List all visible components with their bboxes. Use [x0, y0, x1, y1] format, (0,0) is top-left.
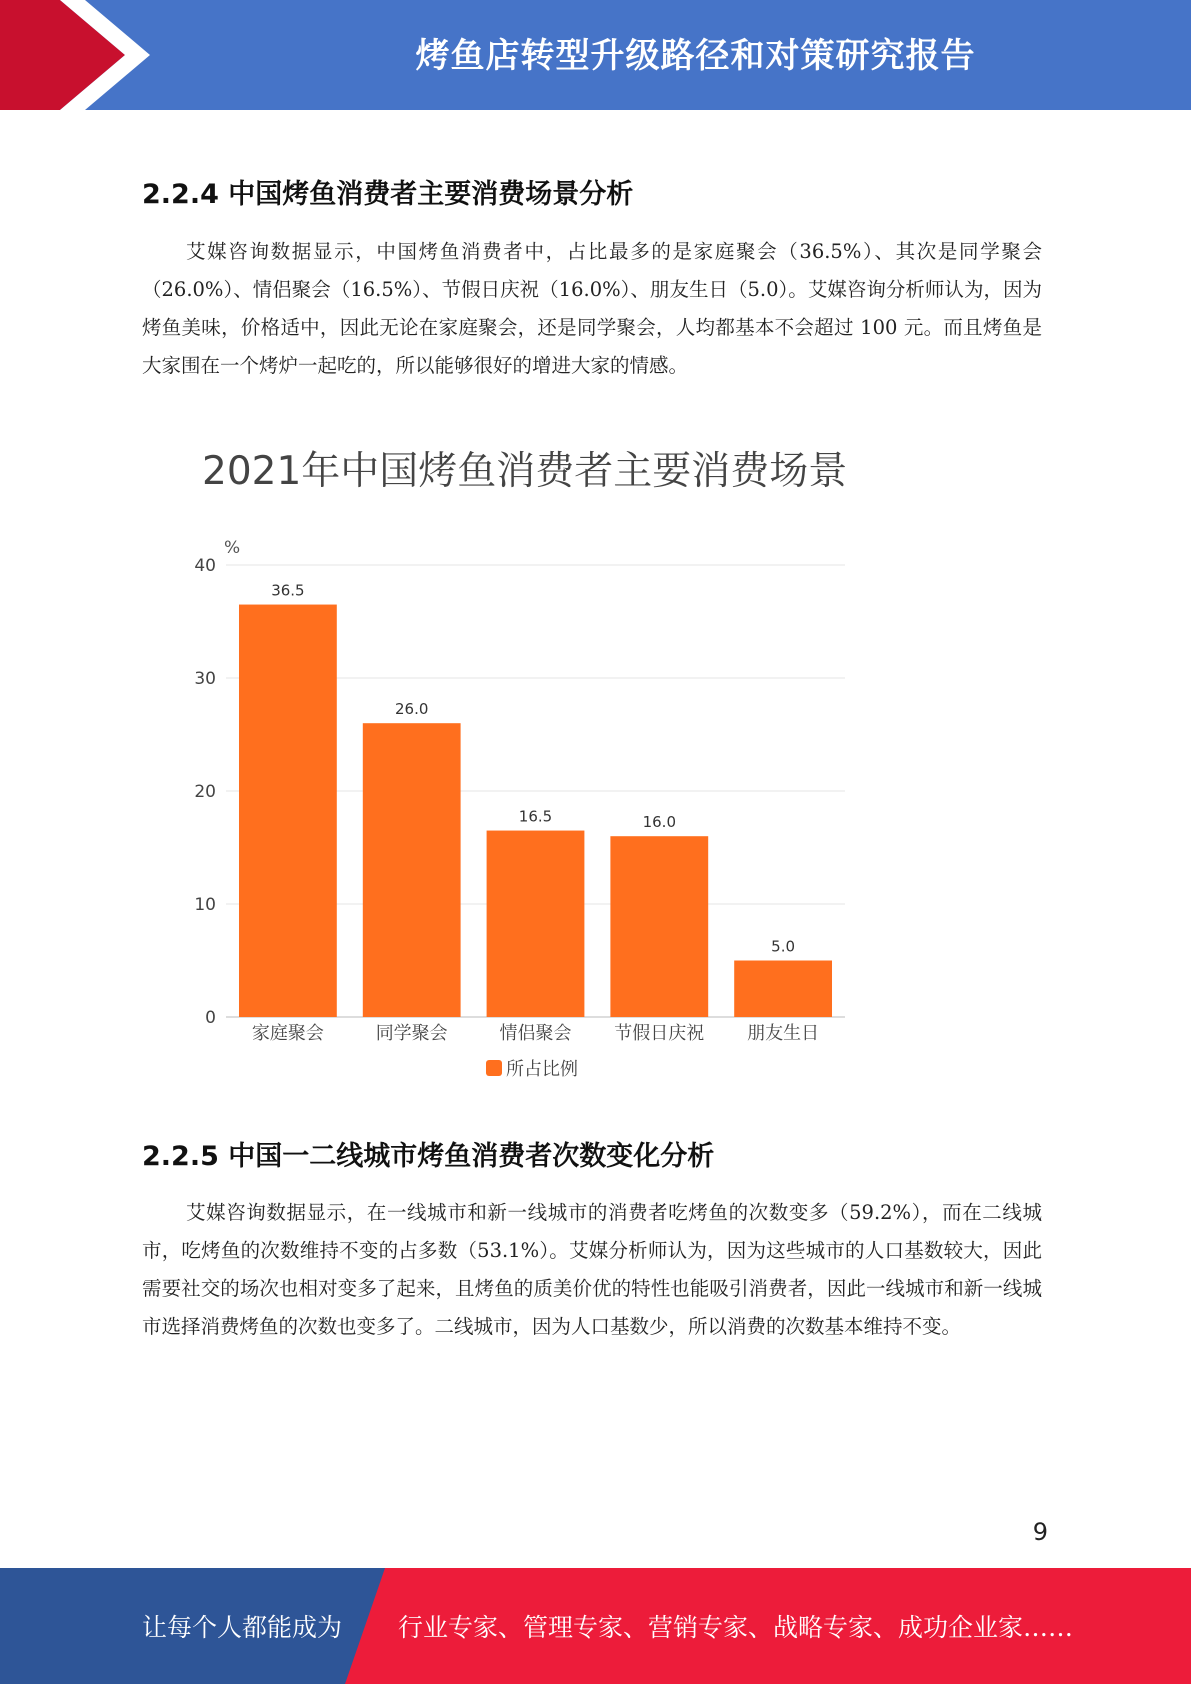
bar-value-label: 16.5 — [518, 807, 553, 826]
header-bar — [0, 0, 1191, 110]
section-paragraph-2-2-4: 艾媒咨询数据显示，中国烤鱼消费者中，占比最多的是家庭聚会（36.5%）、其次是同学聚会（26.0%）、情侣聚会（16.5%）、节假日庆祝（16.0%）、朋友生日（5.0）。艾媒咨询分析师认为，因为烤鱼美味，价格适中，因此无论在家庭聚会，还是同学聚会，人均都基本不会超过 100 元。而且烤鱼是大家围在一个烤炉一起吃的，所以能够很好的增进大家的情感。 — [142, 240, 1042, 377]
chart-legend — [486, 1055, 578, 1081]
bar — [734, 961, 832, 1018]
x-tick-label: 家庭聚会 — [251, 1023, 324, 1044]
y-tick-label: 40 — [194, 556, 216, 576]
x-tick-label: 情侣聚会 — [499, 1023, 572, 1044]
y-tick-label: 30 — [194, 669, 216, 689]
section-paragraph-2-2-5: 艾媒咨询数据显示，在一线城市和新一线城市的消费者吃烤鱼的次数变多（59.2%），而在二线城市，吃烤鱼的次数维持不变的占多数（53.1%）。艾媒分析师认为，因为这些城市的人口基数较大，因此需要社交的场次也相对变多了起来，且烤鱼的质美价优的特性也能吸引消费者，因此一线城市和新一线城市选择消费烤鱼的次数也变多了。二线城市，因为人口基数少，所以消费的次数基本维持不变。 — [142, 1201, 1042, 1338]
legend-label: 所占比例 — [506, 1059, 578, 1080]
y-tick-label: 20 — [194, 782, 216, 802]
x-tick-label: 节假日庆祝 — [614, 1023, 705, 1044]
bar — [610, 836, 708, 1017]
bar-chart — [190, 430, 890, 1090]
bar — [487, 831, 585, 1017]
y-tick-label: 10 — [194, 895, 216, 915]
section-heading-2-2-5: 2.2.5 中国一二线城市烤鱼消费者次数变化分析 — [142, 1141, 715, 1172]
footer-slogan-right: 行业专家、管理专家、营销专家、战略专家、成功企业家…… — [398, 1613, 1074, 1642]
report-title: 烤鱼店转型升级路径和对策研究报告 — [415, 36, 976, 76]
y-tick-label: 0 — [205, 1008, 216, 1028]
legend-swatch — [486, 1060, 502, 1076]
bar-value-label: 26.0 — [394, 700, 429, 719]
bar-value-label: 5.0 — [771, 937, 796, 956]
bar-value-label: 16.0 — [642, 813, 677, 832]
bar — [363, 723, 461, 1017]
x-tick-label: 朋友生日 — [747, 1023, 820, 1044]
chart-plot — [190, 430, 890, 1050]
bar — [239, 605, 337, 1017]
page-number: 9 — [1032, 1518, 1048, 1546]
footer-bar — [0, 1568, 1191, 1684]
x-tick-label: 同学聚会 — [375, 1023, 448, 1044]
bar-value-label: 36.5 — [271, 581, 305, 600]
y-unit-label: % — [224, 538, 241, 558]
section-heading-2-2-4: 2.2.4 中国烤鱼消费者主要消费场景分析 — [142, 179, 634, 210]
footer-slogan-left: 让每个人都能成为 — [142, 1613, 343, 1642]
chart-title: 2021年中国烤鱼消费者主要消费场景 — [202, 449, 848, 494]
